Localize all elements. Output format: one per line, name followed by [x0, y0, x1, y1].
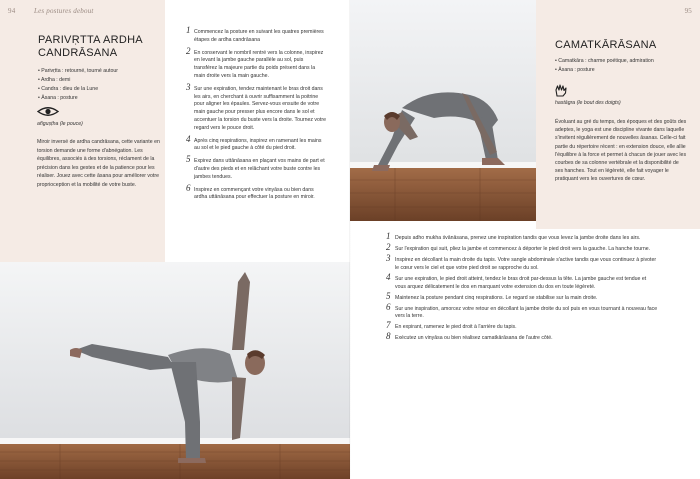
etymology-item: • Ardha : demi [38, 76, 163, 85]
step-number: 5 [186, 154, 191, 165]
step-number: 6 [186, 182, 191, 193]
step-number: 8 [386, 331, 391, 342]
step-text: Sur une inspiration, amorcez votre retour en décollant la jambe droite du sol puis en vous tournant à nouveau face vers la terre. [395, 305, 658, 320]
step-text: Inspirez en décollant la main droite du tapis. Votre sangle abdominale s'active tandis que vous continuez à pivoter le cœur vers le ciel et que votre pied droit se rapproche du sol. [395, 256, 657, 271]
step-text: Sur l'expiration qui suit, pliez la jambe et commencez à déporter le pied droit vers la gauche. La hanche tourne. [395, 245, 651, 252]
step-item [386, 271, 658, 292]
step-item [386, 241, 658, 254]
step-number: 5 [386, 290, 391, 301]
step-number: 7 [386, 320, 391, 331]
intro-paragraph-left: Miroir inversé de ardha candrāsana, cette variante en torsion demande une forme d'abnégation. Les équilibres, associés à des torsions, réclament de la précision dans les gestes et de la patience pour les réaliser. Jouez avec cette āsana pour améliorer votre proprioception et la mobilité de votre buste. [37, 139, 160, 188]
etymology-item: • Candra : dieu de la Lune [38, 85, 163, 94]
step-text: Inspirez en commençant votre vinyāsa ou bien dans ardha uttānāsana pour effectuer la posture en miroir. [194, 186, 315, 201]
step-number: 2 [386, 241, 391, 252]
step-text: Sur une expiration, le pied droit atteint, tendez le bras droit par-dessus la tête. La jambe gauche est tendue et vous arquez délicatement le dos en marquant votre extension du dos en toute légèreté. [395, 275, 647, 290]
etymology-list-left [38, 67, 163, 103]
intro-paragraph-right: Évoluant au gré du temps, des époques et des goûts des adeptes, le yoga est une discipline vivante dans laquelle s'invitent régulièrement de nouvelles āsanas. Celle-ci fait partie du répertoire récent : en extension douce, elle allie l'équilibre à la force et permet à chacun de jouer avec les courbes de sa colonne vertébrale et la disponibilité de ses hanches. Tout en légèreté, elle fait voyager le pratiquant vers les ouvertures de cœur. [555, 119, 687, 183]
step-number: 1 [386, 231, 391, 241]
step-item [186, 81, 326, 133]
right-info-panel [536, 0, 700, 229]
running-title: Les postures debout [34, 7, 94, 15]
drishti-label-left: añguṣṭha (le pouce) [37, 121, 83, 127]
etymology-item: • Āsana : posture [555, 66, 690, 75]
step-item [386, 331, 658, 343]
step-number: 1 [186, 25, 191, 35]
step-number: 6 [386, 301, 391, 312]
step-item [186, 154, 326, 181]
step-item [186, 133, 326, 154]
step-item [386, 290, 658, 303]
etymology-item: • Āsana : posture [38, 94, 163, 103]
step-item [186, 45, 326, 81]
hand-icon [554, 84, 568, 97]
eye-icon [37, 106, 59, 117]
step-number: 4 [386, 271, 391, 282]
step-number: 3 [386, 252, 391, 263]
step-text: Maintenez la posture pendant cinq respirations. Le regard se stabilise sur la main droite. [395, 294, 598, 301]
step-text: Sur une expiration, tendez maintenant le bras droit dans les airs, en cherchant à ouvrir suffisamment la poitrine pour aligner les épaules. Servez-vous ensuite de votre main gauche pour presser plus encore dans le sol et accentuer la torsion du buste vers la droite. Tournez votre regard vers le pouce droit. [194, 85, 326, 131]
etymology-item: • Camatkāra : charme poétique, admiration [555, 57, 690, 66]
pose-photo-revolved-half-moon [0, 262, 350, 479]
step-item [386, 320, 658, 332]
page-number-right: 95 [684, 7, 692, 15]
page-number-left: 94 [8, 7, 16, 15]
step-text: Commencez la posture en suivant les quatres premières étapes de ardha candrāsana [194, 29, 324, 43]
step-text: En conservant le nombril rentré vers la colonne, inspirez en levant la jambe gauche parallèle au sol, puis transférez la majeure partie du poids présent dans la main droite vers la main gauche. [194, 49, 324, 79]
pose-title-left: PARIVṚTTA ARDHA CANDRĀSANA [38, 34, 143, 59]
step-text: Exécutez un vinyāsa ou bien réalisez camatkārāsana de l'autre côté. [395, 335, 553, 342]
step-text: Expirez dans uttānāsana en plaçant vos mains de part et d'autre des pieds et en relâchant votre buste contre les jambes tendues. [194, 158, 325, 180]
etymology-item: • Parivṛtta : retourné, tourné autour [38, 67, 163, 76]
step-item [386, 301, 658, 322]
step-number: 3 [186, 81, 191, 92]
pose-photo-camatkarasana [350, 0, 536, 221]
step-text: En expirant, ramenez le pied droit à l'arrière du tapis. [395, 324, 517, 331]
step-text: Depuis adho mukha śvānāsana, prenez une inspiration tandis que vous levez la jambe droite dans les airs. [395, 235, 641, 241]
steps-list-left [186, 25, 326, 207]
step-item [186, 182, 326, 203]
step-item [386, 252, 658, 273]
etymology-list-right [555, 57, 690, 75]
step-number: 2 [186, 45, 191, 56]
step-number: 4 [186, 133, 191, 144]
steps-list-right [386, 231, 658, 346]
pose-title-right: CAMATKĀRĀSANA [555, 39, 657, 51]
step-text: Après cinq respirations, inspirez en ramenant les mains au sol et le pied gauche à côté du pied droit. [194, 137, 322, 152]
step-item [186, 25, 326, 45]
drishti-label-right: hastāgra (le bout des doigts) [555, 100, 621, 106]
step-item [386, 231, 658, 243]
